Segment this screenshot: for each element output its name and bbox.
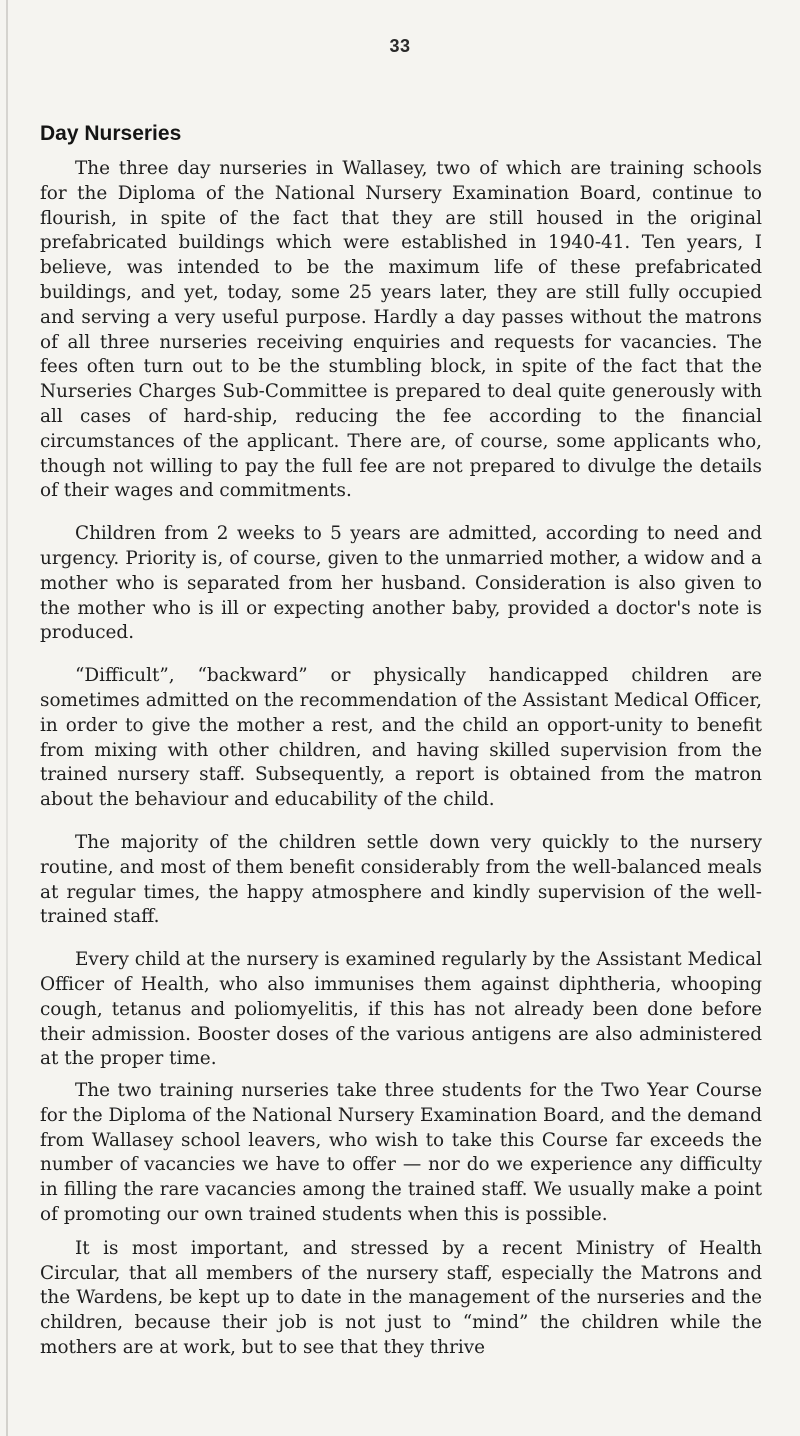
paragraph-1: The three day nurseries in Wallasey, two of which are training schools for the Diploma of the National Nursery Examination Board, continue to flourish, in spite of the fact that they are still housed in the original prefabricated buildings which were established in 1940-41. Ten years, I believe, was intended to be the maximum life of these prefabricated buildings, and yet, today, some 25 years later, they are still fully occupied and serving a very useful purpose. Hardly a day passes without the matrons of all three nurseries receiving enquiries and requests for vacancies. The fees often turn out to be the stumbling block, in spite of the fact that the Nurseries Charges Sub-Committee is prepared to deal quite generously with all cases of hard-ship, reducing the fee according to the financial circumstances of the applicant. There are, of course, some applicants who, though not willing to pay the full fee are not prepared to divulge the details of their wages and commitments.: [40, 158, 762, 502]
paragraph-2: Children from 2 weeks to 5 years are admitted, according to need and urgency. Priority is, of course, given to the unmarried mother, a widow and a mother who is separated from her husband. Consideration is also given to the mother who is ill or expecting another baby, provided a doctor's note is produced.: [40, 523, 762, 644]
paragraph-6: The two training nurseries take three students for the Two Year Course for the Diploma of the National Nursery Examination Board, and the demand from Wallasey school leavers, who wish to take this Course far exceeds the number of vacancies we have to offer — nor do we experience any difficulty in filling the rare vacancies among the trained staff. We usually make a point of promoting our own trained students when this is possible.: [40, 1080, 762, 1226]
body-text: [40, 157, 762, 1361]
page-number: 33: [389, 36, 411, 56]
paragraph-7: It is most important, and stressed by a recent Ministry of Health Circular, that all members of the nursery staff, especially the Matrons and the Wardens, be kept up to date in the management of the nurseries and the children, because their job is not just to “mind” the children while the mothers are at work, but to see that they thrive: [40, 1237, 762, 1359]
paragraph-3: “Difficult”, “backward” or physically handicapped children are sometimes admitted on the recommendation of the Assistant Medical Officer, in order to give the mother a rest, and the child an opport-unity to benefit from mixing with other children, and having skilled supervision from the trained nursery staff. Subsequently, a report is obtained from the matron about the behaviour and educability of the child.: [40, 665, 762, 811]
section-heading: Day Nurseries: [40, 122, 182, 145]
page-edge-rule: [6, 0, 8, 1436]
paragraph-5: Every child at the nursery is examined regularly by the Assistant Medical Officer of Health, who also immunises them against diphtheria, whooping cough, tetanus and poliomyelitis, if this has not already been done before their admission. Booster doses of the various antigens are also administered at the proper time.: [40, 949, 762, 1070]
paragraph-4: The majority of the children settle down very quickly to the nursery routine, and most of them benefit considerably from the well-balanced meals at regular times, the happy atmosphere and kindly supervision of the well-trained staff.: [40, 831, 762, 928]
